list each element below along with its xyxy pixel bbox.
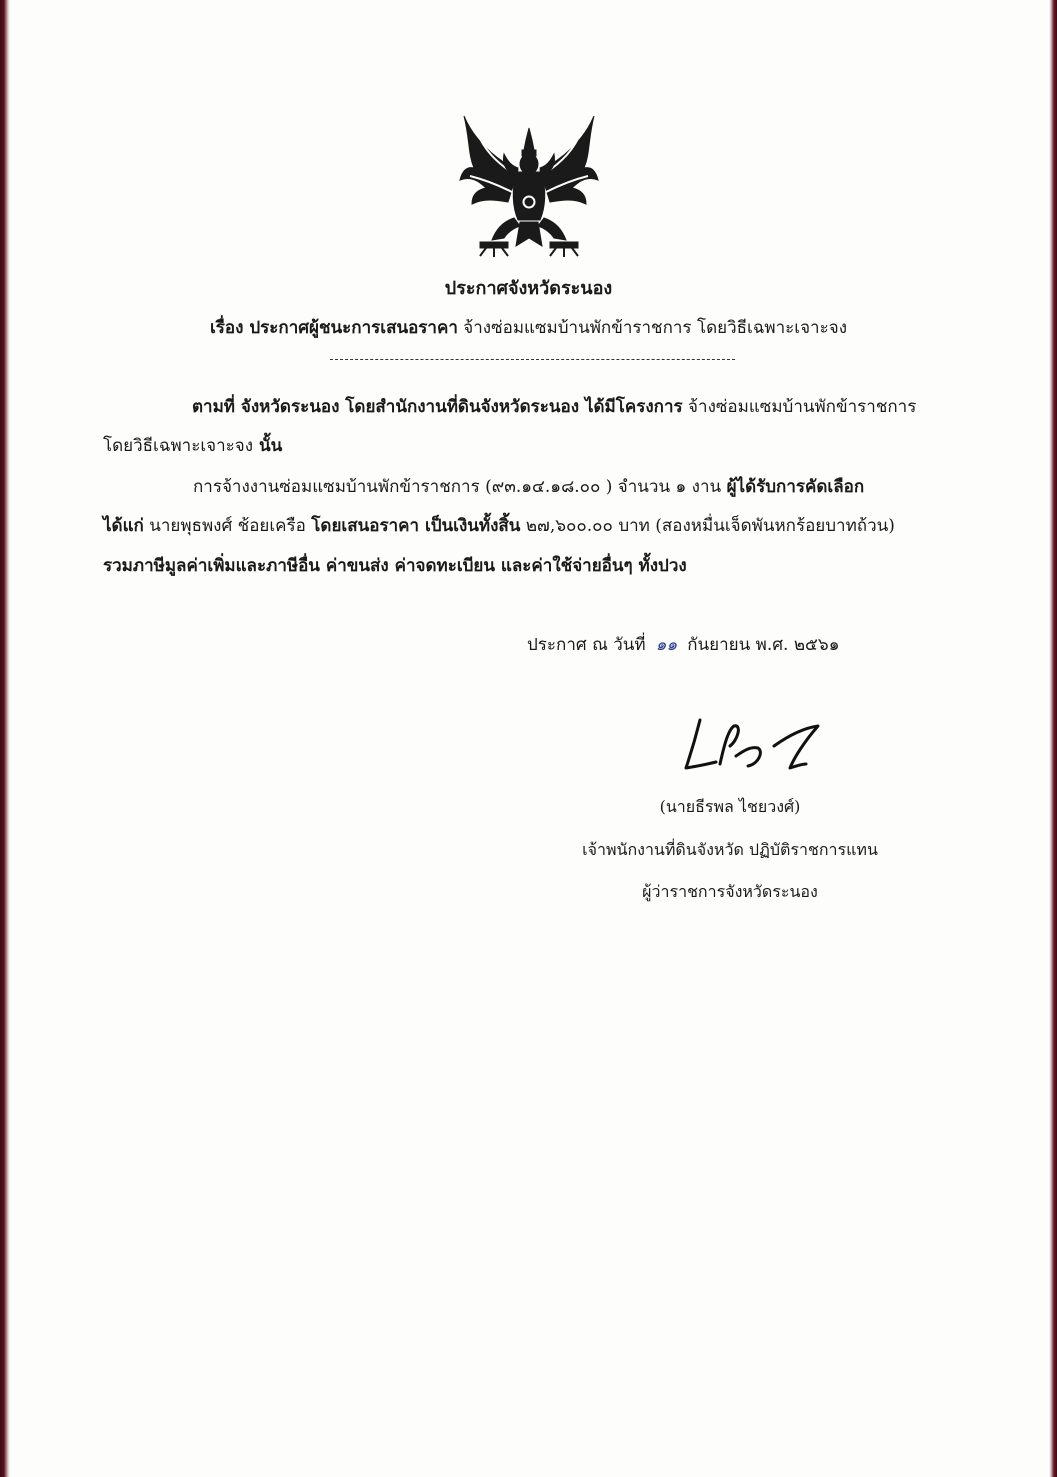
p1-text: จ้างซ่อมแซมบ้านพักข้าราชการ xyxy=(682,397,917,417)
scan-edge-left xyxy=(0,0,10,1477)
subject-prefix: เรื่อง ประกาศผู้ชนะการเสนอราคา xyxy=(209,318,458,338)
garuda-emblem-icon xyxy=(456,110,602,260)
p4-bold-c: โดยเสนอราคา เป็นเงินทั้งสิ้น xyxy=(311,516,521,536)
p2-bold: นั้น xyxy=(253,436,283,456)
p5-bold: รวมภาษีมูลค่าเพิ่มและภาษีอื่น ค่าขนส่ง ค่าจดทะเบียน และค่าใช้จ่ายอื่นๆ ทั้งปวง xyxy=(103,556,687,576)
date-prefix: ประกาศ ณ วันที่ xyxy=(527,635,646,655)
document-title: ประกาศจังหวัดระนอง xyxy=(444,278,613,299)
p3-text: การจ้างงานซ่อมแซมบ้านพักข้าราชการ (๙๓.๑๔.๑๘.๐๐ ) จำนวน ๑ งาน xyxy=(193,477,727,497)
handwritten-signature-icon xyxy=(678,706,828,786)
p1-bold: ตามที่ จังหวัดระนอง โดยสำนักงานที่ดินจังหวัดระนอง ได้มีโครงการ xyxy=(192,397,683,417)
p3-bold: ผู้ได้รับการคัดเลือก xyxy=(726,477,865,497)
paragraph-line-3 xyxy=(193,473,864,500)
paragraph-line-4 xyxy=(103,512,895,539)
scan-edge-right xyxy=(1049,0,1057,1477)
signatory-name: (นายธีรพล ไชยวงศ์) xyxy=(659,797,801,816)
date-month-year: กันยายน พ.ศ. ๒๕๖๑ xyxy=(687,635,840,655)
paragraph-line-5 xyxy=(103,552,687,579)
title-divider xyxy=(330,359,735,360)
p2-text: โดยวิธีเฉพาะเจาะจง xyxy=(103,436,254,456)
date-day-handwritten: ๑๑ xyxy=(655,635,678,655)
signatory-position: เจ้าพนักงานที่ดินจังหวัด ปฏิบัติราชการแทน xyxy=(582,840,878,859)
paragraph-line-2 xyxy=(103,432,282,459)
p4-text-d: ๒๗,๖๐๐.๐๐ บาท (สองหมื่นเจ็ดพันหกร้อยบาทถ้วน) xyxy=(520,516,895,536)
announcement-date xyxy=(527,631,840,658)
p4-bold-a: ได้แก่ xyxy=(103,516,144,536)
subject-text: จ้างซ่อมแซมบ้านพักข้าราชการ โดยวิธีเฉพาะเจาะจง xyxy=(463,318,847,338)
p4-text-b: นายพุธพงศ์ ช้อยเครือ xyxy=(143,516,312,536)
document-subject xyxy=(0,314,1057,341)
signatory-on-behalf: ผู้ว่าราชการจังหวัดระนอง xyxy=(642,882,818,901)
paragraph-line-1 xyxy=(192,393,916,420)
